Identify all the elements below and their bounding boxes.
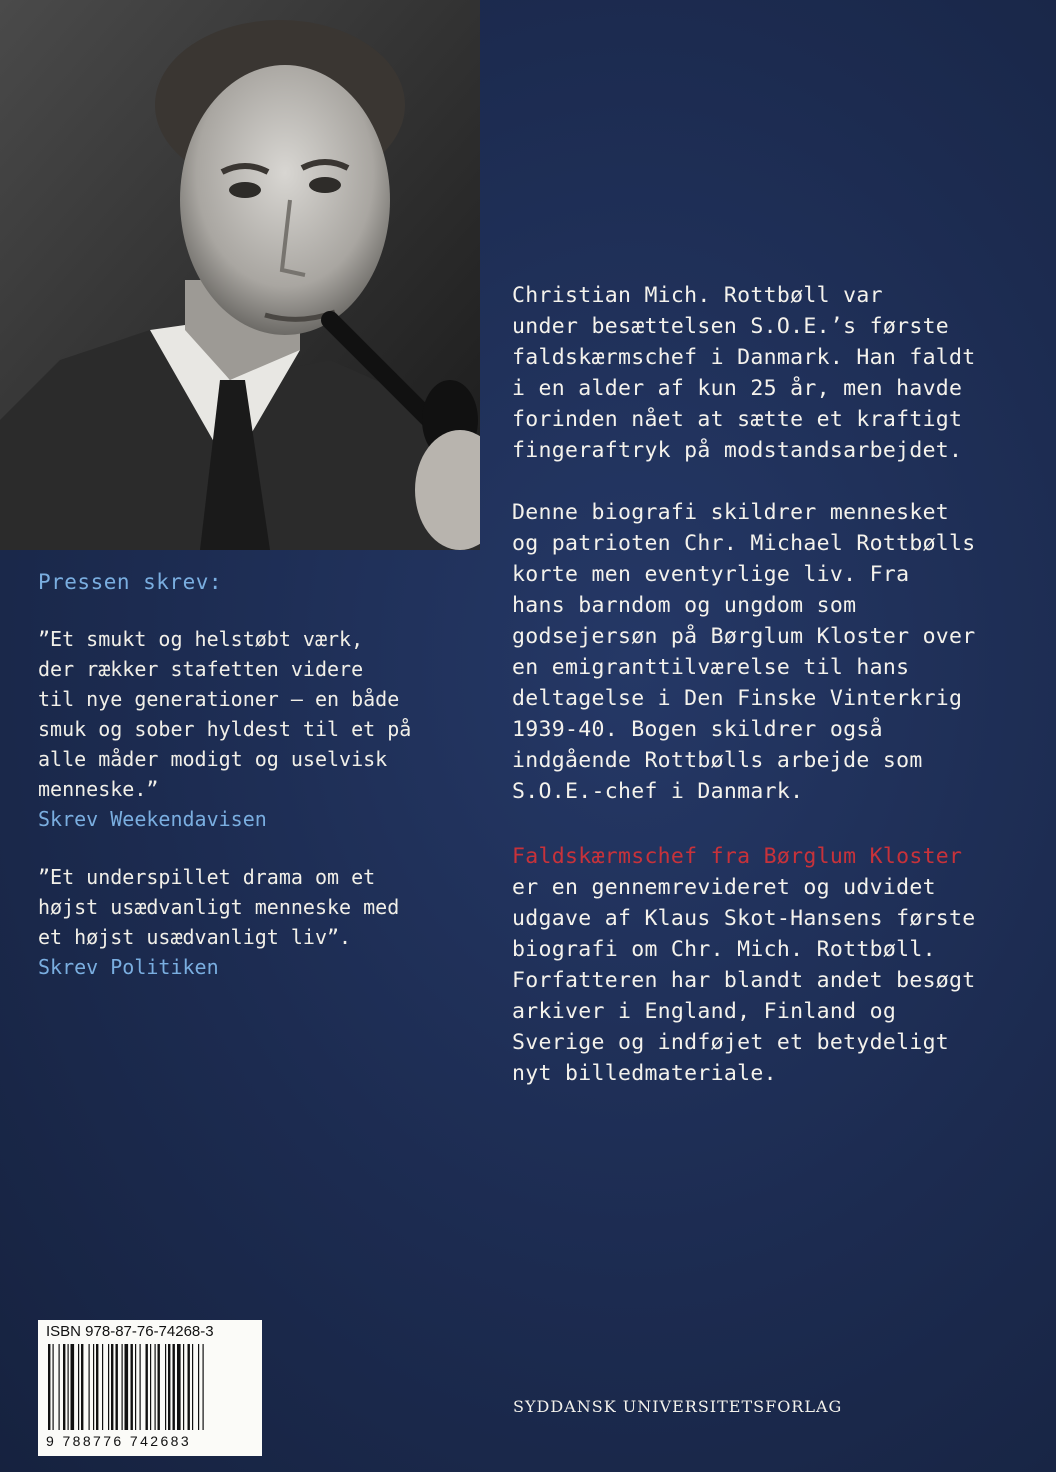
press-quote (38, 624, 458, 834)
quote-source: Skrev Weekendavisen (38, 807, 267, 831)
author-portrait (0, 0, 480, 550)
barcode-digits: 9 788776 742683 (46, 1433, 191, 1449)
press-quote (38, 862, 458, 982)
isbn-label: ISBN 978-87-76-74268-3 (46, 1323, 214, 1340)
publisher-name: SYDDANSK UNIVERSITETSFORLAG (513, 1397, 843, 1416)
book-title: Faldskærmschef fra Børglum Kloster (512, 844, 963, 869)
edition-paragraph (512, 841, 1012, 1089)
quote-text: ”Et underspillet drama om et højst usædvanligt menneske med et højst usædvanligt liv”. (38, 865, 400, 949)
edition-text: er en gennemrevideret og udvidet udgave af Klaus Skot-Hansens første biografi om Chr. Mich. Rottbøll. Forfatteren har blandt andet besøgt arkiver i England, Finland og Sverige og indføjet et betydeligt nyt billedmateriale. (512, 875, 976, 1086)
intro-paragraph: Christian Mich. Rottbøll var under besættelsen S.O.E.’s første faldskærmschef i Danmark. Han faldt i en alder af kun 25 år, men havde forinden nået at sætte et kraftigt fingeraftryk på modstandsarbejdet. (512, 283, 976, 463)
press-heading: Pressen skrev: (38, 570, 223, 594)
portrait-illustration (0, 0, 480, 550)
quote-text: ”Et smukt og helstøbt værk, der rækker stafetten videre til nye generationer — en både smuk og sober hyldest til et på alle måder modigt og uselvisk menneske.” (38, 627, 412, 801)
isbn-barcode (38, 1320, 262, 1456)
barcode-icon (46, 1344, 254, 1432)
quote-source: Skrev Politiken (38, 955, 219, 979)
biography-paragraph: Denne biografi skildrer mennesket og patrioten Chr. Michael Rottbølls korte men eventyrlige liv. Fra hans barndom og ungdom som godsejersøn på Børglum Kloster over en emigranttilværelse til hans deltagelse i Den Finske Vinterkrig 1939-40. Bogen skildrer også indgående Rottbølls arbejde som S.O.E.-chef i Danmark. (512, 500, 976, 804)
